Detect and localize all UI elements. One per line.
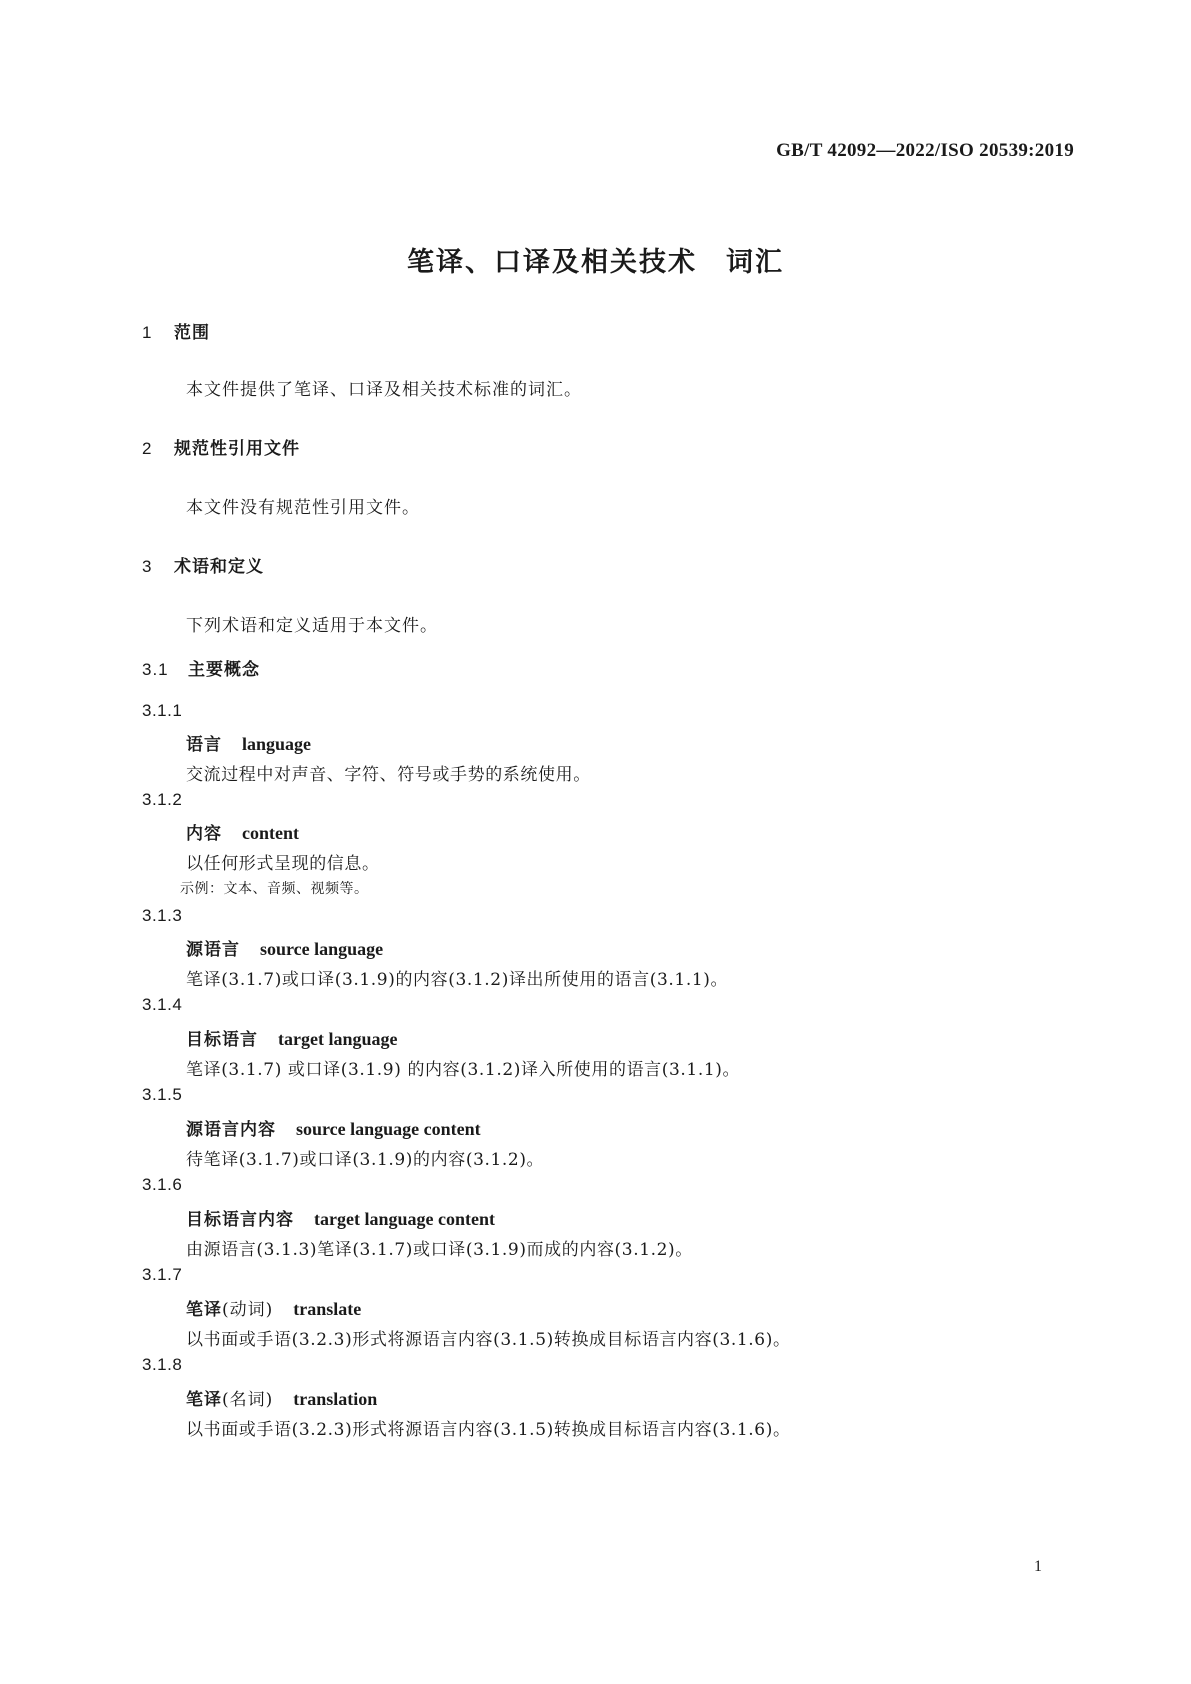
term-cn: 笔译 — [186, 1390, 222, 1410]
section-title: 术语和定义 — [174, 557, 264, 577]
term-definition: 以任何形式呈现的信息。 — [186, 854, 380, 874]
term-en: target language content — [314, 1209, 495, 1229]
term-name — [186, 1115, 481, 1140]
term-number: 3.1.4 — [142, 995, 183, 1014]
term-cn-note: (名词) — [222, 1390, 274, 1410]
term-name — [186, 1295, 361, 1320]
section-title: 范围 — [174, 323, 210, 343]
term-en: translate — [293, 1299, 362, 1319]
term-cn: 笔译 — [186, 1300, 222, 1320]
section-1-body: 本文件提供了笔译、口译及相关技术标准的词汇。 — [186, 380, 582, 400]
term-number: 3.1.2 — [142, 790, 183, 809]
term-number: 3.1.3 — [142, 906, 183, 925]
term-en: language — [242, 734, 312, 754]
term-definition: 交流过程中对声音、字符、符号或手势的系统使用。 — [186, 765, 591, 785]
document-title: 笔译、口译及相关技术 词汇 — [407, 247, 784, 278]
term-name — [186, 730, 311, 755]
term-name — [186, 1385, 377, 1410]
term-definition: 以书面或手语(3.2.3)形式将源语言内容(3.1.5)转换成目标语言内容(3.1.6)。 — [186, 1330, 791, 1350]
subsection-number: 3.1 — [142, 660, 169, 679]
term-en: content — [242, 823, 299, 843]
term-example: 示例：文本、音频、视频等。 — [180, 881, 369, 897]
term-definition: 笔译(3.1.7)或口译(3.1.9)的内容(3.1.2)译出所使用的语言(3.1.1)。 — [186, 970, 729, 990]
subsection-3-1-heading — [142, 655, 260, 680]
term-cn: 语言 — [186, 735, 222, 755]
section-number: 1 — [142, 323, 153, 342]
term-cn-note: (动词) — [222, 1300, 274, 1320]
term-cn: 目标语言内容 — [186, 1210, 294, 1230]
term-name — [186, 1205, 495, 1230]
term-definition: 待笔译(3.1.7)或口译(3.1.9)的内容(3.1.2)。 — [186, 1150, 545, 1170]
standard-number: GB/T 42092—2022/ISO 20539:2019 — [776, 140, 1074, 161]
term-definition: 以书面或手语(3.2.3)形式将源语言内容(3.1.5)转换成目标语言内容(3.1.6)。 — [186, 1420, 791, 1440]
term-en: target language — [278, 1029, 398, 1049]
term-cn: 源语言内容 — [186, 1120, 276, 1140]
page-number: 1 — [1034, 1558, 1042, 1575]
term-number: 3.1.7 — [142, 1265, 183, 1284]
section-number: 2 — [142, 439, 153, 458]
term-name — [186, 935, 383, 960]
section-3-heading — [142, 552, 264, 577]
section-2-heading — [142, 434, 300, 459]
term-definition: 笔译(3.1.7) 或口译(3.1.9) 的内容(3.1.2)译入所使用的语言(3.1.1)。 — [186, 1060, 741, 1080]
term-en: source language content — [296, 1119, 481, 1139]
term-cn: 内容 — [186, 824, 222, 844]
subsection-title: 主要概念 — [188, 660, 260, 680]
term-en: source language — [260, 939, 384, 959]
term-cn: 源语言 — [186, 940, 240, 960]
term-number: 3.1.8 — [142, 1355, 183, 1374]
section-title: 规范性引用文件 — [174, 439, 300, 459]
term-definition: 由源语言(3.1.3)笔译(3.1.7)或口译(3.1.9)而成的内容(3.1.2)。 — [186, 1240, 693, 1260]
term-number: 3.1.6 — [142, 1175, 183, 1194]
section-2-body: 本文件没有规范性引用文件。 — [186, 498, 420, 518]
term-name — [186, 819, 299, 844]
section-3-body: 下列术语和定义适用于本文件。 — [186, 616, 438, 636]
term-cn: 目标语言 — [186, 1030, 258, 1050]
term-number: 3.1.1 — [142, 701, 183, 720]
term-name — [186, 1025, 397, 1050]
section-1-heading — [142, 318, 210, 343]
section-number: 3 — [142, 557, 153, 576]
term-number: 3.1.5 — [142, 1085, 183, 1104]
term-en: translation — [293, 1389, 378, 1409]
